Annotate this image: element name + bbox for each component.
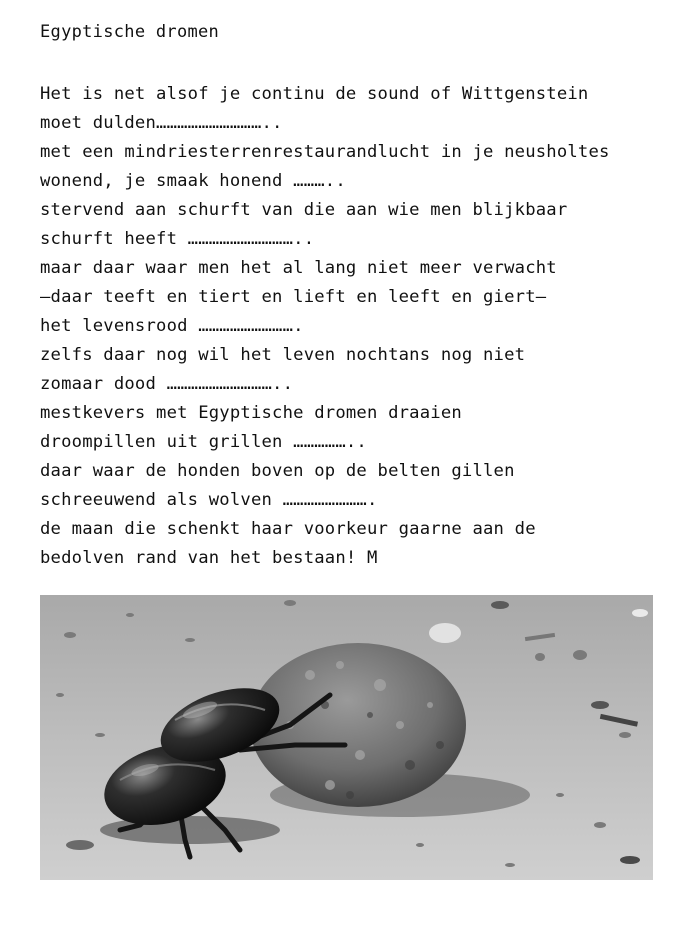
poem-line: bedolven rand van het bestaan! M — [40, 548, 378, 568]
poem-line: wonend, je smaak honend ……….. — [40, 171, 346, 191]
dung-beetle-photo — [40, 595, 653, 880]
poem-body — [40, 80, 660, 573]
poem-line: daar waar de honden boven op de belten gillen — [40, 461, 515, 481]
poem-line: maar daar waar men het al lang niet meer verwacht — [40, 258, 557, 278]
poem-line: met een mindriesterrenrestaurandlucht in je neusholtes — [40, 142, 610, 162]
poem-line: mestkevers met Egyptische dromen draaien — [40, 403, 462, 423]
poem-line: stervend aan schurft van die aan wie men blijkbaar — [40, 200, 568, 220]
poem-line: zelfs daar nog wil het leven nochtans nog niet — [40, 345, 526, 365]
poem-line: schreeuwend als wolven ……………………. — [40, 490, 378, 510]
poem-line: het levensrood ………………………. — [40, 316, 304, 336]
poem-line: zomaar dood ………………………….. — [40, 374, 294, 394]
poem-line: –daar teeft en tiert en lieft en leeft en giert– — [40, 287, 547, 307]
poem-line: droompillen uit grillen …………….. — [40, 432, 367, 452]
poem-line: Het is net alsof je continu de sound of Wittgenstein — [40, 84, 589, 104]
poem-line: de maan die schenkt haar voorkeur gaarne aan de — [40, 519, 536, 539]
dung-ball — [250, 643, 466, 807]
poem-line: schurft heeft ………………………….. — [40, 229, 315, 249]
poem-title: Egyptische dromen — [40, 22, 220, 42]
poem-line: moet dulden………………………….. — [40, 113, 283, 133]
